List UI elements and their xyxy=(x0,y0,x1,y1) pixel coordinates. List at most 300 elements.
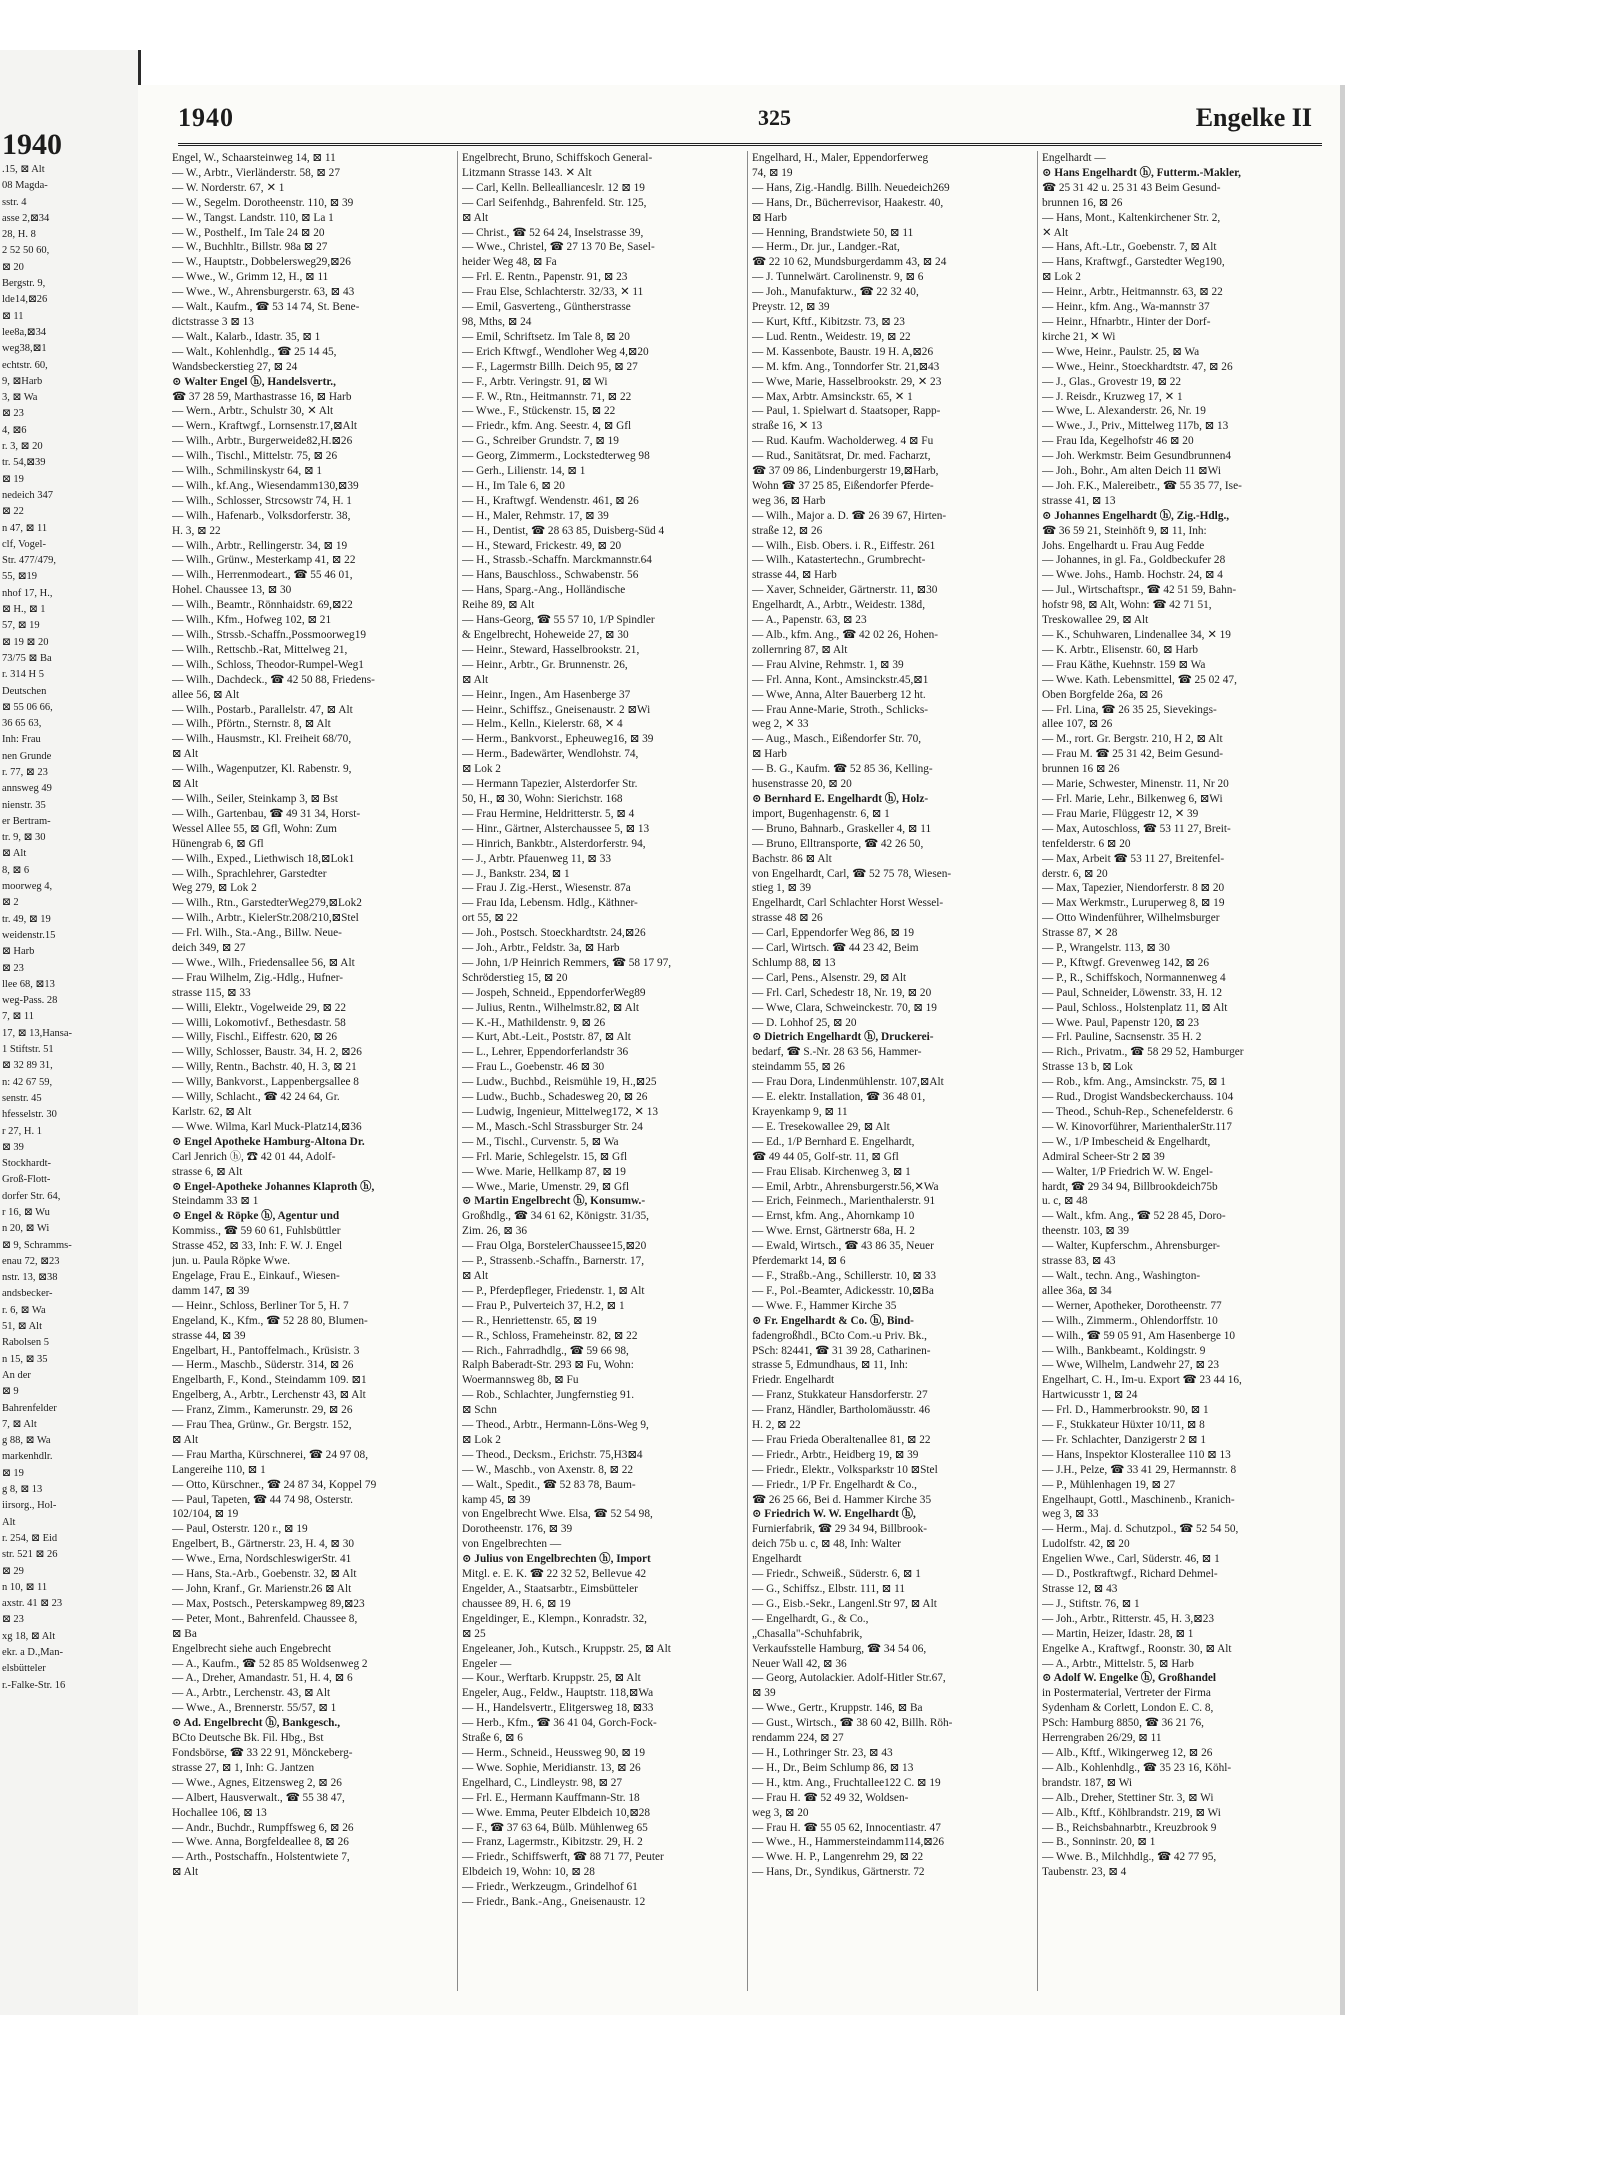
directory-entry-line: ☎ 22 10 62, Mundsburgerdamm 43, ⊠ 24 xyxy=(752,256,947,269)
directory-entry-line: Engelage, Frau E., Einkauf., Wiesen- xyxy=(172,1269,340,1282)
directory-entry-line: — Emil, Arbtr., Ahrensburgerstr.56,✕Wa xyxy=(752,1180,939,1193)
directory-entry-line: Engeleaner, Joh., Kutsch., Kruppstr. 25, ⊠ Alt xyxy=(462,1642,671,1655)
directory-entry-line: fadengroßhdl., BCto Com.-u Priv. Bk., xyxy=(752,1329,927,1342)
directory-entry-line: — F., Arbtr. Veringstr. 91, ⊠ Wi xyxy=(462,375,608,388)
directory-entry-line: — Wwe. H. P., Langenrehm 29, ⊠ 22 xyxy=(752,1851,924,1864)
directory-entry-line: — D., Postkraftwgf., Richard Dehmel- xyxy=(1042,1568,1218,1581)
directory-entry-line: — Ernst, kfm. Ang., Ahornkamp 10 xyxy=(752,1210,915,1223)
previous-page-line: ⊠ Alt xyxy=(2,848,27,860)
directory-entry-line: Straße 6, ⊠ 6 xyxy=(462,1732,523,1745)
directory-entry-line: Strasse 452, ⊠ 33, Inh: F. W. J. Engel xyxy=(172,1240,343,1253)
directory-entry-line: — Wilh., Strssb.-Schaffn.,Possmoorweg19 xyxy=(172,629,366,641)
directory-entry-line: Weg 279, ⊠ Lok 2 xyxy=(172,882,257,895)
directory-entry-line: Ludolfstr. 42, ⊠ 20 xyxy=(1042,1538,1130,1551)
directory-entry-line: — P., Mühlenhagen 19, ⊠ 27 xyxy=(1042,1478,1176,1491)
directory-entry-line: Furnierfabrik, ☎ 29 34 94, Billbrook- xyxy=(752,1523,928,1536)
directory-entry-line: ⊠ 39 xyxy=(752,1687,776,1700)
previous-page-line: ⊠ 22 xyxy=(2,506,24,518)
previous-page-line: r. 77, ⊠ 23 xyxy=(2,766,48,778)
directory-entry-line: — Alb., Dreher, Stettiner Str. 3, ⊠ Wi xyxy=(1042,1791,1214,1804)
directory-entry-line: jun. u. Paula Röpke Wwe. xyxy=(172,1255,291,1268)
directory-entry-line: — Franz, Lagermstr., Kibitzstr. 29, H. 2 xyxy=(462,1836,643,1849)
directory-entry-line: — Joh. Werkmstr. Beim Gesundbrunnen4 xyxy=(1042,450,1232,463)
previous-page-line: annsweg 49 xyxy=(2,783,52,795)
directory-entry-line: ⊠ Harb xyxy=(752,211,787,224)
directory-entry-line: Verkaufsstelle Hamburg, ☎ 34 54 06, xyxy=(752,1642,927,1655)
directory-entry-line: ⊙ Adolf W. Engelke ⓗ, Großhandel xyxy=(1042,1672,1217,1685)
directory-entry-line: — Hans, Bauschloss., Schwabenstr. 56 xyxy=(462,569,639,582)
directory-entry-line: — G., Eisb.-Sekr., Langenl.Str 97, ⊠ Alt xyxy=(752,1597,937,1610)
directory-entry-line: — F. W., Rtn., Heitmannstr. 71, ⊠ 22 xyxy=(462,390,632,403)
directory-entry-line: — Herm., Dr. jur., Landger.-Rat, xyxy=(752,241,900,254)
previous-page-line: 51, ⊠ Alt xyxy=(2,1321,43,1333)
directory-entry-line: Engeldinger, E., Klempn., Konradstr. 32, xyxy=(462,1612,647,1625)
previous-page-line: ⊠ 19 xyxy=(2,1467,24,1479)
directory-entry-line: BCto Deutsche Bk. Fil. Hbg., Bst xyxy=(172,1732,324,1745)
directory-entry-line: ⊠ Alt xyxy=(462,1269,489,1282)
directory-entry-line: — Georg, Autolackier. Adolf-Hitler Str.67, xyxy=(752,1672,946,1685)
directory-entry-line: — Wilh., Rtn., GarstedterWeg279,⊠Lok2 xyxy=(172,897,362,910)
previous-page-line: .15, ⊠ Alt xyxy=(2,164,45,175)
directory-entry-line: von Engelhardt, Carl, ☎ 52 75 78, Wiesen- xyxy=(752,867,952,880)
directory-entry-line: — Christ., ☎ 52 64 24, Inselstrasse 39, xyxy=(462,226,644,239)
directory-entry-line: — J., Bankstr. 234, ⊠ 1 xyxy=(462,867,570,880)
directory-entry-line: — Frl. Marie, Schlegelstr. 15, ⊠ Gfl xyxy=(462,1150,628,1163)
directory-entry-line: PSch: Hamburg 8850, ☎ 36 21 76, xyxy=(1042,1717,1204,1730)
directory-entry-line: — Wilh., Herrenmodeart., ☎ 55 46 01, xyxy=(172,569,353,582)
directory-entry-line: Preystr. 12, ⊠ 39 xyxy=(752,301,830,314)
directory-entry-line: — M. Kassenbote, Baustr. 19 H. A,⊠26 xyxy=(752,345,934,358)
directory-entry-line: — Fr. Schlachter, Danzigerstr 2 ⊠ 1 xyxy=(1042,1433,1206,1446)
page-number: 325 xyxy=(758,105,791,130)
directory-entry-line: — Wwe., J., Priv., Mittelweg 117b, ⊠ 13 xyxy=(1042,420,1229,433)
directory-entry-line: — Hans, Aft.-Ltr., Goebenstr. 7, ⊠ Alt xyxy=(1042,241,1217,254)
directory-entry-line: — Max, Arbeit ☎ 53 11 27, Breitenfel- xyxy=(1042,852,1225,865)
directory-entry-line: — Friedr., Bank.-Ang., Gneisenaustr. 12 xyxy=(462,1896,646,1909)
previous-page-line: r.-Falke-Str. 16 xyxy=(2,1679,66,1691)
directory-entry-line: Bachstr. 86 ⊠ Alt xyxy=(752,852,832,865)
directory-entry-line: — Wilh., Arbtr., Burgerweide82,H.⊠26 xyxy=(172,435,353,448)
directory-entry-line: — Wilh., Gartenbau, ☎ 49 31 34, Horst- xyxy=(172,807,361,820)
directory-entry-line: Engelder, A., Staatsarbtr., Eimsbütteler xyxy=(462,1583,638,1595)
directory-entry-line: Carl Jenrich ⓗ, ☎ 42 01 44, Adolf- xyxy=(172,1150,336,1163)
previous-page-line: 1 Stiftstr. 51 xyxy=(2,1044,54,1056)
previous-page-line: ⊠ 39 xyxy=(2,1141,24,1153)
directory-entry-line: Engelhaupt, Gottl., Maschinenb., Kranich- xyxy=(1042,1493,1235,1506)
directory-entry-line: — F., Pol.-Beamter, Adickesstr. 10,⊠Ba xyxy=(752,1284,934,1297)
directory-entry-line: derstr. 6, ⊠ 20 xyxy=(1042,867,1108,880)
directory-entry-line: — Wwe, Wilhelm, Landwehr 27, ⊠ 23 xyxy=(1042,1359,1220,1372)
directory-entry-line: Neuer Wall 42, ⊠ 36 xyxy=(752,1657,847,1670)
directory-entry-line: — Jul., Wirtschaftspr., ☎ 42 51 59, Bahn- xyxy=(1042,584,1237,597)
directory-entry-line: — Herm., Maschb., Süderstr. 314, ⊠ 26 xyxy=(172,1359,354,1372)
directory-entry-line: — Frl. Anna, Kont., Amsinckstr.45,⊠1 xyxy=(752,673,929,686)
directory-entry-line: Engelien Wwe., Carl, Süderstr. 46, ⊠ 1 xyxy=(1042,1553,1220,1566)
directory-entry-line: von Engelbrecht Wwe. Elsa, ☎ 52 54 98, xyxy=(462,1508,653,1521)
directory-entry-line: & Engelbrecht, Hoheweide 27, ⊠ 30 xyxy=(462,629,629,641)
previous-page-year: 1940 xyxy=(2,128,62,161)
directory-entry-line: — A., Kaufm., ☎ 52 85 85 Woldsenweg 2 xyxy=(172,1657,368,1670)
directory-entry-line: Woermannsweg 8b, ⊠ Fu xyxy=(462,1374,579,1387)
directory-entry-line: strasse 44, ⊠ 39 xyxy=(172,1329,246,1342)
directory-entry-line: ⊠ Alt xyxy=(172,1866,199,1879)
directory-entry-line: — Heinr., Schiffsz., Gneisenaustr. 2 ⊠Wi xyxy=(462,703,651,716)
directory-entry-line: — Willy, Fischl., Eiffestr. 620, ⊠ 26 xyxy=(172,1031,338,1044)
directory-entry-line: rendamm 224, ⊠ 27 xyxy=(752,1732,844,1745)
directory-entry-line: — Wern., Arbtr., Schulstr 30, ✕ Alt xyxy=(172,405,334,418)
previous-page-line: 3, ⊠ Wa xyxy=(2,392,38,404)
previous-page-line: nedeich 347 xyxy=(2,489,54,501)
directory-entry-line: — Wwe., W., Grimm 12, H., ⊠ 11 xyxy=(172,271,329,284)
previous-page-line: 57, ⊠ 19 xyxy=(2,620,40,632)
previous-page-line: elsbütteler xyxy=(2,1663,46,1675)
directory-entry-line: — Herm., Bankvorst., Epheuweg16, ⊠ 39 xyxy=(462,733,654,746)
directory-entry-line: — Hans, Sparg.-Ang., Holländische xyxy=(462,584,626,597)
directory-entry-line: — Wilh., Zimmerm., Ohlendorffstr. 10 xyxy=(1042,1314,1218,1327)
directory-entry-line: strasse 5, Edmundhaus, ⊠ 11, Inh: xyxy=(752,1359,908,1372)
directory-entry-line: — Wilh., Pförtn., Sternstr. 8, ⊠ Alt xyxy=(172,718,331,731)
directory-entry-line: — J., Stiftstr. 76, ⊠ 1 xyxy=(1042,1597,1140,1610)
directory-entry-line: ☎ 37 28 59, Marthastrasse 16, ⊠ Harb xyxy=(172,390,352,403)
directory-entry-line: — Wwe., Gertr., Kruppstr. 146, ⊠ Ba xyxy=(752,1702,923,1715)
previous-page-line: g 88, ⊠ Wa xyxy=(2,1435,51,1447)
directory-entry-line: — Erich Kftwgf., Wendloher Weg 4,⊠20 xyxy=(462,345,649,358)
directory-entry-line: — Max, Autoschloss, ☎ 53 11 27, Breit- xyxy=(1042,822,1231,835)
directory-entry-line: strasse 27, ⊠ 1, Inh: G. Jantzen xyxy=(172,1761,315,1774)
directory-entry-line: — Max, Postsch., Peterskampweg 89,⊠23 xyxy=(172,1597,365,1610)
directory-entry-line: — Ludw., Buchbd., Reismühle 19, H.,⊠25 xyxy=(462,1076,657,1089)
previous-page-line: 17, ⊠ 13,Hansa- xyxy=(2,1027,73,1039)
directory-entry-line: — Carl, Eppendorfer Weg 86, ⊠ 19 xyxy=(752,927,915,940)
directory-entry-line: — Wwe., W., Ahrensburgerstr. 63, ⊠ 43 xyxy=(172,286,355,299)
previous-page-line: tr. 49, ⊠ 19 xyxy=(2,913,51,925)
directory-entry-line: — P., R., Schiffskoch, Normannenweg 4 xyxy=(1042,971,1226,984)
directory-entry-line: — L., Lehrer, Eppendorferlandstr 36 xyxy=(462,1046,629,1059)
directory-entry-line: — W. Kinovorführer, MarienthalerStr.117 xyxy=(1042,1120,1232,1133)
directory-entry-line: Engeler — xyxy=(462,1657,512,1670)
directory-entry-line: H. 3, ⊠ 22 xyxy=(172,524,221,537)
directory-entry-line: Zim. 26, ⊠ 36 xyxy=(462,1225,528,1238)
directory-entry-line: ⊠ Schn xyxy=(462,1404,497,1417)
directory-entry-line: — Rich., Privatm., ☎ 58 29 52, Hamburger xyxy=(1042,1046,1244,1059)
directory-entry-line: — H., Handelsvertr., Elitgersweg 18, ⊠33 xyxy=(462,1702,654,1715)
directory-entry-line: — Gerh., Lilienstr. 14, ⊠ 1 xyxy=(462,465,586,478)
directory-entry-line: — Alb., Kftf., Wikingerweg 12, ⊠ 26 xyxy=(1042,1746,1213,1759)
directory-entry-line: — Herm., Schneid., Heussweg 90, ⊠ 19 xyxy=(462,1746,645,1759)
directory-entry-line: — Frl. Marie, Lehr., Bilkenweg 6, ⊠Wi xyxy=(1042,792,1223,805)
directory-entry-line: Herrengraben 26/29, ⊠ 11 xyxy=(1042,1732,1162,1745)
directory-entry-line: — Wilh., Major a. D. ☎ 26 39 67, Hirten- xyxy=(752,509,947,522)
previous-page-line: ⊠ 29 xyxy=(2,1565,24,1577)
previous-page-line: ⊠ H., ⊠ 1 xyxy=(2,604,46,616)
previous-page-line: andsbecker- xyxy=(2,1288,53,1300)
previous-page-line: hfesselstr. 30 xyxy=(2,1109,57,1121)
directory-entry-line: — F., ☎ 37 63 64, Bülb. Mühlenweg 65 xyxy=(462,1821,648,1834)
directory-entry-line: — R., Schloss, Frameheinstr. 82, ⊠ 22 xyxy=(462,1329,638,1342)
directory-entry-line: — Frau Alvine, Rehmstr. 1, ⊠ 39 xyxy=(752,658,904,671)
directory-entry-line: Engelberg, A., Arbtr., Lerchenstr 43, ⊠ Alt xyxy=(172,1389,366,1402)
directory-entry-line: ⊙ Martin Engelbrecht ⓗ, Konsumw.- xyxy=(462,1195,646,1208)
directory-entry-line: ⊠ Harb xyxy=(752,748,787,761)
directory-entry-line: Engelbrecht siehe auch Engebrecht xyxy=(172,1642,332,1655)
directory-entry-line: — Frau H. ☎ 55 05 62, Innocentiastr. 47 xyxy=(752,1821,941,1834)
directory-entry-line: — Hans, Dr., Bücherrevisor, Haakestr. 40, xyxy=(752,196,944,209)
directory-entry-line: — A., Dreher, Amandastr. 51, H. 4, ⊠ 6 xyxy=(172,1672,353,1685)
directory-entry-line: Taubenstr. 23, ⊠ 4 xyxy=(1042,1866,1127,1879)
previous-page-line: 73/75 ⊠ Ba xyxy=(2,652,52,664)
directory-entry-line: — Walter, 1/P Friedrich W. W. Engel- xyxy=(1042,1165,1213,1178)
directory-entry-line: — W. Norderstr. 67, ✕ 1 xyxy=(172,181,285,194)
previous-page-line: g 8, ⊠ 13 xyxy=(2,1484,43,1496)
column-1 xyxy=(168,151,458,1991)
directory-entry-line: von Engelbrechten — xyxy=(462,1538,562,1551)
directory-entry-line: — Wwe. B., Milchhdlg., ☎ 42 77 95, xyxy=(1042,1851,1217,1864)
directory-entry-line: — Max, Arbtr. Amsinckstr. 65, ✕ 1 xyxy=(752,390,913,403)
previous-page-line: dorfer Str. 64, xyxy=(2,1190,61,1202)
directory-entry-line: zollernring 87, ⊠ Alt xyxy=(752,643,848,656)
directory-entry-line: — Paul, 1. Spielwart d. Staatsoper, Rapp- xyxy=(752,405,941,418)
directory-entry-line: brunnen 16 ⊠ 26 xyxy=(1042,763,1120,776)
previous-page-line: Rabolsen 5 xyxy=(2,1337,49,1349)
directory-entry-line: ☎ 36 59 21, Steinhöft 9, ⊠ 11, Inh: xyxy=(1042,524,1207,537)
previous-page-line: Inh: Frau xyxy=(2,734,41,746)
previous-page-line: nen Grunde xyxy=(2,750,52,762)
directory-entry-line: — F., Lagermstr Billh. Deich 95, ⊠ 27 xyxy=(462,360,638,373)
directory-entry-line: — D. Lohhof 25, ⊠ 20 xyxy=(752,1016,857,1029)
directory-entry-line: 74, ⊠ 19 xyxy=(752,166,793,179)
directory-entry-line: straße 12, ⊠ 26 xyxy=(752,524,823,537)
directory-entry-line: ⊙ Fr. Engelhardt & Co. ⓗ, Bind- xyxy=(752,1314,914,1327)
directory-entry-line: — John, Kranf., Gr. Marienstr.26 ⊠ Alt xyxy=(172,1583,352,1595)
directory-entry-line: — Wwe, L. Alexanderstr. 26, Nr. 19 xyxy=(1042,405,1206,418)
directory-entry-line: Hochallee 106, ⊠ 13 xyxy=(172,1806,267,1819)
directory-entry-line: ⊙ Engel-Apotheke Johannes Klaproth ⓗ, xyxy=(172,1180,375,1193)
column-4 xyxy=(1038,151,1328,1991)
directory-entry-line: — Frau Anne-Marie, Stroth., Schlicks- xyxy=(752,703,929,716)
directory-entry-line: in Postermaterial, Vertreter der Firma xyxy=(1042,1687,1211,1700)
previous-page-line: clf, Vogel- xyxy=(2,538,46,550)
directory-entry-line: — W., Maschb., von Axenstr. 8, ⊠ 22 xyxy=(462,1463,634,1476)
directory-entry-line: deich 349, ⊠ 27 xyxy=(172,942,246,955)
directory-entry-line: — W., Segelm. Dorotheenstr. 110, ⊠ 39 xyxy=(172,196,354,209)
directory-entry-line: strasse 44, ⊠ Harb xyxy=(752,569,837,582)
previous-page-line: xg 18, ⊠ Alt xyxy=(2,1630,56,1642)
directory-entry-line: — Frau L., Goebenstr. 46 ⊠ 30 xyxy=(462,1061,605,1074)
directory-entry-line: — Frl. Lina, ☎ 26 35 25, Sievekings- xyxy=(1042,703,1217,716)
directory-entry-line: — Alb., kfm. Ang., ☎ 42 02 26, Hohen- xyxy=(752,629,939,641)
previous-page-line: Str. 477/479, xyxy=(2,555,56,567)
directory-entry-line: — Willy, Schlosser, Baustr. 34, H. 2, ⊠26 xyxy=(172,1046,362,1059)
directory-entry-line: PSch: 82441, ☎ 31 39 28, Catharinen- xyxy=(752,1344,931,1357)
directory-entry-line: — W., 1/P Imbescheid & Engelhardt, xyxy=(1042,1135,1211,1148)
previous-page-line: 8, ⊠ 6 xyxy=(2,864,30,876)
directory-entry-line: Mitgl. e. E. K. ☎ 22 32 52, Bellevue 42 xyxy=(462,1568,647,1581)
directory-entry-line: — Walt., techn. Ang., Washington- xyxy=(1042,1269,1201,1282)
directory-entry-line: — Walt., kfm. Ang., ☎ 52 28 45, Doro- xyxy=(1042,1210,1226,1223)
previous-page-line: n 10, ⊠ 11 xyxy=(2,1581,48,1593)
directory-entry-line: — H., ktm. Ang., Fruchtallee122 C. ⊠ 19 xyxy=(752,1776,941,1789)
previous-page-line: nstr. 13, ⊠38 xyxy=(2,1272,58,1284)
directory-entry-line: Oben Borgfelde 26a, ⊠ 26 xyxy=(1042,688,1163,701)
directory-entry-line: — Wilh., Arbtr., KielerStr.208/210,⊠Stel xyxy=(172,912,359,925)
directory-entry-line: Langereihe 110, ⊠ 1 xyxy=(172,1463,266,1476)
directory-entry-line: heider Weg 48, ⊠ Fa xyxy=(462,256,557,269)
directory-entry-line: — F., Straßb.-Ang., Schillerstr. 10, ⊠ 33 xyxy=(752,1269,936,1282)
directory-entry-line: — Carl, Kelln. Belleallianceslr. 12 ⊠ 19 xyxy=(462,181,645,194)
directory-entry-line: — M. kfm. Ang., Tonndorfer Str. 21,⊠43 xyxy=(752,360,940,373)
directory-entry-line: — H., Maler, Rehmstr. 17, ⊠ 39 xyxy=(462,509,609,522)
directory-entry-line: — H., Dentist, ☎ 28 63 85, Duisberg-Süd 4 xyxy=(462,524,665,537)
previous-page-line: 36 65 63, xyxy=(2,718,42,730)
previous-page-line: ⊠ Harb xyxy=(2,946,35,958)
directory-entry-line: — Wwe., Heinr., Stoeckhardtstr. 47, ⊠ 26 xyxy=(1042,360,1233,373)
directory-entry-line: — Carl, Pens., Alsenstr. 29, ⊠ Alt xyxy=(752,971,907,984)
previous-page-edge xyxy=(0,50,141,2015)
directory-entry-line: — Julius, Rentn., Wilhelmstr.82, ⊠ Alt xyxy=(462,1001,640,1014)
directory-entry-line: — Wwe., H., Hammersteindamm114,⊠26 xyxy=(752,1836,945,1849)
directory-entry-line: — Wilh., Bankbeamt., Koldingstr. 9 xyxy=(1042,1344,1206,1357)
previous-page-line: n 15, ⊠ 35 xyxy=(2,1353,48,1365)
previous-page-line: ⊠ 19 xyxy=(2,473,24,485)
directory-entry-line: — H., Dr., Beim Schlump 86, ⊠ 13 xyxy=(752,1761,914,1774)
directory-entry-line: — Hermann Tapezier, Alsterdorfer Str. xyxy=(462,778,638,791)
directory-entry-line: — Andr., Buchdr., Rumpffsweg 6, ⊠ 26 xyxy=(172,1821,354,1834)
directory-entry-line: — B. G., Kaufm. ☎ 52 85 36, Kelling- xyxy=(752,763,933,776)
directory-entry-line: — Rud., Drogist Wandsbeckerchauss. 104 xyxy=(1042,1091,1234,1104)
directory-entry-line: — Walt., Spedit., ☎ 52 83 78, Baum- xyxy=(462,1478,636,1491)
directory-entry-line: — Otto Windenführer, Wilhelmsburger xyxy=(1042,912,1220,925)
directory-entry-line: weg 2, ✕ 33 xyxy=(752,718,809,731)
directory-entry-line: — Bruno, Elltransporte, ☎ 42 26 50, xyxy=(752,837,924,850)
directory-entry-line: — Georg, Zimmerm., Lockstedterweg 98 xyxy=(462,450,650,463)
directory-entry-line: straße 16, ✕ 13 xyxy=(752,420,823,433)
directory-entry-line: Engel, W., Schaarsteinweg 14, ⊠ 11 xyxy=(172,152,336,164)
directory-entry-line: — Heinr., Steward, Hasselbrookstr. 21, xyxy=(462,643,640,656)
directory-entry-line: — Albert, Hausverwalt., ☎ 55 38 47, xyxy=(172,1791,345,1804)
directory-entry-line: — Wwe. Ernst, Gärtnerstr 68a, H. 2 xyxy=(752,1225,915,1238)
directory-entry-line: — Joh., Arbtr., Feldstr. 3a, ⊠ Harb xyxy=(462,942,620,955)
directory-entry-line: damm 147, ⊠ 39 xyxy=(172,1284,250,1297)
directory-entry-line: — Wwe., Christel, ☎ 27 13 70 Be, Sasel- xyxy=(462,241,655,254)
directory-entry-line: — Wilh., Katastertechn., Grumbrecht- xyxy=(752,554,926,567)
directory-entry-line: Litzmann Strasse 143. ✕ Alt xyxy=(462,166,592,179)
directory-entry-line: brandstr. 187, ⊠ Wi xyxy=(1042,1776,1133,1789)
directory-entry-line: — Wilh., Grünw., Mesterkamp 41, ⊠ 22 xyxy=(172,554,356,567)
directory-entry-line: — A., Arbtr., Mittelstr. 5, ⊠ Harb xyxy=(1042,1657,1194,1670)
directory-entry-line: — H., Kraftwgf. Wendenstr. 461, ⊠ 26 xyxy=(462,494,639,507)
directory-entry-line: — A., Arbtr., Lerchenstr. 43, ⊠ Alt xyxy=(172,1687,331,1700)
directory-entry-line: ⊠ Lok 2 xyxy=(1042,271,1081,284)
directory-entry-line: — K.-H., Mathildenstr. 9, ⊠ 26 xyxy=(462,1016,606,1029)
directory-entry-line: ⊠ Alt xyxy=(172,748,199,761)
directory-entry-line: — Joh., Manufakturw., ☎ 22 32 40, xyxy=(752,286,919,299)
previous-page-line: r. 314 H 5 xyxy=(2,669,44,681)
previous-page-line: axstr. 41 ⊠ 23 xyxy=(2,1598,63,1610)
directory-entry-line: Hünengrab 6, ⊠ Gfl xyxy=(172,837,264,850)
directory-entry-line: — Wwe., A., Brennerstr. 55/57, ⊠ 1 xyxy=(172,1702,337,1715)
directory-entry-line: — Kour., Werftarb. Kruppstr. 25, ⊠ Alt xyxy=(462,1672,641,1685)
directory-entry-line: — Willy, Schlacht., ☎ 42 24 64, Gr. xyxy=(172,1091,340,1104)
directory-entry-line: — Wwe., Wilh., Friedensallee 56, ⊠ Alt xyxy=(172,956,355,969)
directory-entry-line: — Frl. Wilh., Sta.-Ang., Billw. Neue- xyxy=(172,927,342,940)
directory-entry-line: — Frau H. ☎ 52 49 32, Woldsen- xyxy=(752,1791,909,1804)
directory-entry-line: — Walt., Kalarb., Idastr. 35, ⊠ 1 xyxy=(172,330,321,343)
previous-page-line: ⊠ 32 89 31, xyxy=(2,1060,53,1072)
directory-entry-line: — Herb., Kfm., ☎ 36 41 04, Gorch-Fock- xyxy=(462,1717,657,1730)
directory-entry-line: — Wilh., ☎ 59 05 91, Am Hasenberge 10 xyxy=(1042,1329,1235,1342)
previous-page-line: ⊠ 9, Schramms- xyxy=(2,1239,72,1251)
directory-entry-line: — Arth., Postschaffn., Holstentwiete 7, xyxy=(172,1851,350,1864)
directory-entry-line: — Joh., Arbtr., Ritterstr. 45, H. 3,⊠23 xyxy=(1042,1612,1215,1625)
directory-entry-line: — Wilh., Hafenarb., Volksdorferstr. 38, xyxy=(172,509,351,522)
directory-entry-line: Engelhardt, A., Arbtr., Weidestr. 138d, xyxy=(752,599,926,612)
directory-entry-line: Engeland, K., Kfm., ☎ 52 28 80, Blumen- xyxy=(172,1314,368,1327)
directory-entry-line: — Heinr., Schloss, Berliner Tor 5, H. 7 xyxy=(172,1299,349,1312)
directory-entry-line: — Wwe, Marie, Hasselbrookstr. 29, ✕ 23 xyxy=(752,375,942,388)
directory-entry-line: ☎ 49 44 05, Golf-str. 11, ⊠ Gfl xyxy=(752,1150,899,1163)
directory-entry-line: — Frau Thea, Grünw., Gr. Bergstr. 152, xyxy=(172,1419,352,1432)
directory-entry-line: — Frl. D., Hammerbrookstr. 90, ⊠ 1 xyxy=(1042,1404,1209,1417)
directory-entry-line: — P., Strassenb.-Schaffn., Barnerstr. 17, xyxy=(462,1255,645,1268)
directory-entry-line: — B., Reichsbahnarbtr., Kreuzbrook 9 xyxy=(1042,1821,1217,1834)
directory-entry-line: — Ed., 1/P Bernhard E. Engelhardt, xyxy=(752,1135,915,1148)
directory-entry-line: — Heinr., kfm. Ang., Wa-mannstr 37 xyxy=(1042,301,1210,314)
directory-entry-line: — Theod., Decksm., Erichstr. 75,H3⊠4 xyxy=(462,1448,643,1461)
directory-entry-line: — Frau Käthe, Kuehnstr. 159 ⊠ Wa xyxy=(1042,658,1206,671)
directory-entry-line: kamp 45, ⊠ 39 xyxy=(462,1493,531,1506)
directory-entry-line: — Hans, Inspektor Klosterallee 110 ⊠ 13 xyxy=(1042,1448,1231,1461)
directory-entry-line: strasse 41, ⊠ 13 xyxy=(1042,494,1116,507)
directory-entry-line: — J. Reisdr., Kruzweg 17, ✕ 1 xyxy=(1042,390,1183,403)
previous-page-line: iirsorg., Hol- xyxy=(2,1500,57,1512)
directory-entry-line: — Walt., Kohlenhdlg., ☎ 25 14 45, xyxy=(172,345,337,358)
previous-page-line: 4, ⊠6 xyxy=(2,424,27,436)
directory-entry-line: — A., Papenstr. 63, ⊠ 23 xyxy=(752,614,867,627)
directory-entry-line: — Xaver, Schneider, Gärtnerstr. 11, ⊠30 xyxy=(752,584,938,597)
previous-page-line: ⊠ 2 xyxy=(2,897,19,909)
previous-page-line: 08 Magda- xyxy=(2,180,48,192)
directory-entry-line: — Frau Elisab. Kirchenweg 3, ⊠ 1 xyxy=(752,1165,911,1178)
directory-entry-line: — Hinr., Gärtner, Alsterchaussee 5, ⊠ 13 xyxy=(462,822,650,835)
directory-entry-line: — Wwe. Wilma, Karl Muck-Platz14,⊠36 xyxy=(172,1120,362,1133)
directory-entry-line: — Joh. F.K., Malereibetr., ☎ 55 35 77, Ise- xyxy=(1042,479,1242,492)
directory-entry-line: — Theod., Schuh-Rep., Schenefelderstr. 6 xyxy=(1042,1106,1233,1118)
directory-entry-line: Hohel. Chaussee 13, ⊠ 30 xyxy=(172,584,292,597)
directory-entry-line: — Wilh., Dachdeck., ☎ 42 50 88, Friedens- xyxy=(172,673,375,686)
directory-entry-line: — Hans, Sta.-Arb., Goebenstr. 32, ⊠ Alt xyxy=(172,1568,357,1581)
directory-entry-line: — W., Arbtr., Vierländerstr. 58, ⊠ 27 xyxy=(172,166,340,179)
directory-entry-line: — H., Lothringer Str. 23, ⊠ 43 xyxy=(752,1746,893,1759)
directory-entry-line: ⊙ Engel Apotheke Hamburg-Altona Dr. xyxy=(172,1135,365,1148)
directory-entry-line: Engelhart, C. H., Im-u. Export ☎ 23 44 16, xyxy=(1042,1374,1242,1387)
directory-entry-line: Engelhardt xyxy=(752,1553,802,1566)
directory-entry-line: — B., Sonninstr. 20, ⊠ 1 xyxy=(1042,1836,1156,1849)
directory-entry-line: — Engelhardt, G., & Co., xyxy=(752,1612,869,1625)
previous-page-line: ⊠ 23 xyxy=(2,408,24,420)
previous-page-line: 7, ⊠ 11 xyxy=(2,1011,35,1023)
directory-entry-line: Elbdeich 19, Wohn: 10, ⊠ 28 xyxy=(462,1866,595,1879)
directory-entry-line: — Johannes, in gl. Fa., Goldbeckufer 28 xyxy=(1042,554,1226,567)
directory-entry-line: — Wwe. Sophie, Meridianstr. 13, ⊠ 26 xyxy=(462,1761,641,1774)
directory-entry-line: — Paul, Osterstr. 120 r., ⊠ 19 xyxy=(172,1523,308,1536)
directory-entry-line: — Frl. E. Rentn., Papenstr. 91, ⊠ 23 xyxy=(462,271,628,284)
previous-page-line: weg-Pass. 28 xyxy=(2,995,58,1007)
previous-page-line: An der xyxy=(2,1369,31,1381)
directory-entry-line: — Wwe. Emma, Peuter Elbdeich 10,⊠28 xyxy=(462,1806,651,1819)
directory-entry-line: — Frau J. Zig.-Herst., Wiesenstr. 87a xyxy=(462,882,631,895)
directory-entry-line: tenfelderstr. 6 ⊠ 20 xyxy=(1042,837,1131,850)
previous-page-line: lee8a,⊠34 xyxy=(2,326,47,338)
